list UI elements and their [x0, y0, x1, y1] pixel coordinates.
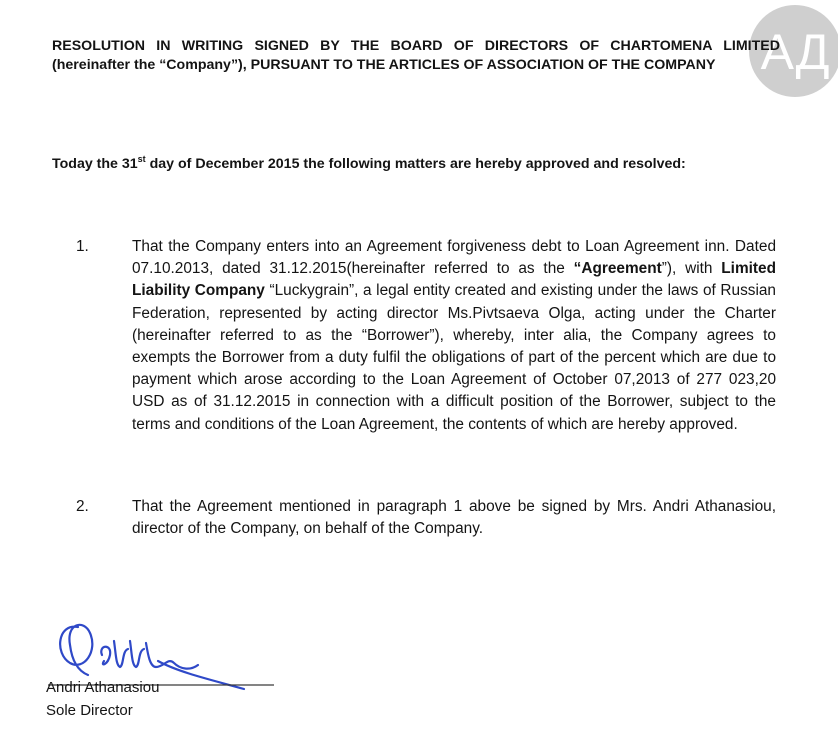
item-number: 1. [76, 238, 89, 255]
document-title: RESOLUTION IN WRITING SIGNED BY THE BOARD OF DIRECTORS OF CHARTOMENA LIMITED (hereinafter the “Company”), PURSUANT TO THE ARTICLES OF ASSOCIATION OF THE COMPANY [52, 38, 780, 73]
seal-letters: АД [760, 24, 830, 80]
signatory-role: Sole Director [46, 702, 133, 719]
intro-text-start: Today the 31 [52, 156, 138, 172]
item-text-part: “Luckygrain”, a legal entity created and existing under the laws of Russian Federation, represented by acting director Ms.Pivtsaeva Olga, acting under the Charter (hereinafter referred to as the “Borrower”), whereby, inter alia, the Company agrees to exempts the Borrower from a duty fulfil the obligations of part of the percent which are due to payment which arose according to the Loan Agreement of October 07,2013 of 277 023,20 USD as of 31.12.2015 in connection with a difficult position of the Borrower, subject to the terms and conditions of the Loan Agreement, the contents of which are hereby approved. [132, 282, 776, 433]
intro-text-end: day of December 2015 the following matters are hereby approved and resolved: [145, 156, 686, 172]
item-text-part: ”), with [661, 260, 722, 278]
item-number: 2. [76, 498, 89, 515]
item-bold-llc: Limited Liability Company [132, 260, 776, 300]
intro-date-suffix: st [137, 154, 146, 164]
item-text-part: That the Company enters into an Agreement forgiveness debt to Loan Agreement inn. Dated 07.10.2013, dated 31.12.2015(hereinafter referred to as the [132, 238, 776, 278]
item-text: That the Agreement mentioned in paragraph 1 above be signed by Mrs. Andri Athanasiou, director of the Company, on behalf of the Company. [132, 498, 776, 538]
item-text [132, 236, 776, 436]
signatory-name: Andri Athanasiou [46, 679, 160, 696]
item-bold-agreement: “Agreement [573, 260, 662, 278]
intro-paragraph [52, 155, 780, 174]
